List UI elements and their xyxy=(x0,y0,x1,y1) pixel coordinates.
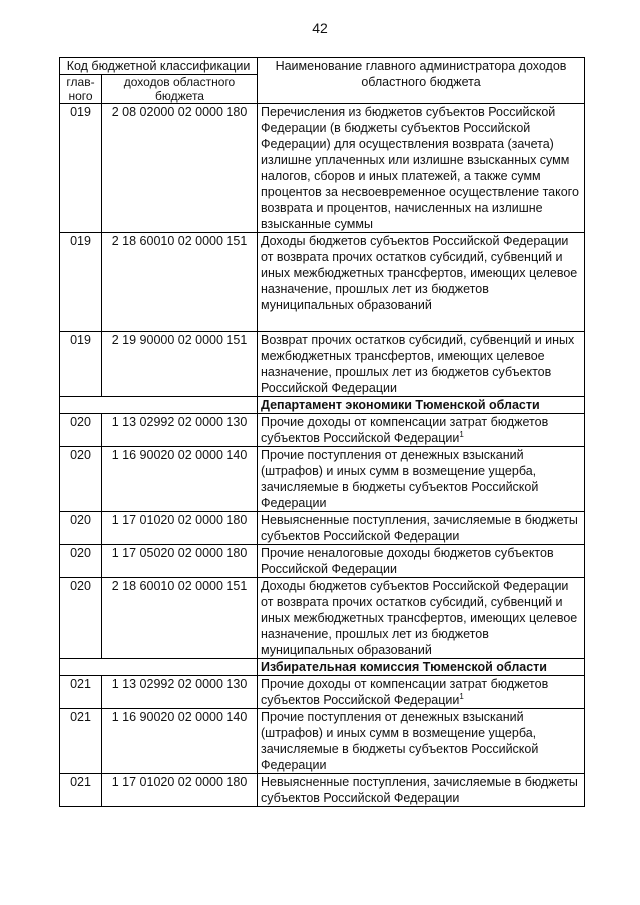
table-row xyxy=(60,332,585,397)
admin-code-cell: 021 xyxy=(60,676,102,709)
revenue-code-cell: 1 17 01020 02 0000 180 xyxy=(102,774,258,807)
table-row xyxy=(60,578,585,659)
table-row xyxy=(60,774,585,807)
revenue-code-cell: 1 16 90020 02 0000 140 xyxy=(102,709,258,774)
section-title: Избирательная комиссия Тюменской области xyxy=(258,659,585,676)
description-text: Прочие поступления от денежных взысканий (штрафов) и иных сумм в возмещение ущерба, зачисляемые в бюджеты субъектов Российской Федерации xyxy=(261,710,539,772)
admin-code-cell: 020 xyxy=(60,512,102,545)
table-row xyxy=(60,104,585,233)
revenue-code-cell: 2 19 90000 02 0000 151 xyxy=(102,332,258,397)
budget-classification-table xyxy=(59,57,585,807)
revenue-code-cell: 1 17 05020 02 0000 180 xyxy=(102,545,258,578)
table-body xyxy=(60,104,585,807)
section-row xyxy=(60,659,585,676)
admin-code-cell: 020 xyxy=(60,545,102,578)
description-cell xyxy=(258,447,585,512)
table-row xyxy=(60,414,585,447)
revenue-code-cell: 1 17 01020 02 0000 180 xyxy=(102,512,258,545)
section-empty-cell xyxy=(60,397,258,414)
description-cell xyxy=(258,709,585,774)
revenue-code-cell: 2 18 60010 02 0000 151 xyxy=(102,578,258,659)
description-text: Невыясненные поступления, зачисляемые в бюджеты субъектов Российской Федерации xyxy=(261,775,578,805)
revenue-code-header: доходов областного бюджета xyxy=(102,75,258,104)
description-cell xyxy=(258,233,585,332)
description-text: Прочие доходы от компенсации затрат бюджетов субъектов Российской Федерации xyxy=(261,677,549,707)
footnote-marker: 1 xyxy=(459,429,464,439)
admin-code-cell: 019 xyxy=(60,332,102,397)
description-cell xyxy=(258,774,585,807)
description-text: Доходы бюджетов субъектов Российской Федерации от возврата прочих остатков субсидий, субвенций и иных межбюджетных трансфертов, имеющих целевое назначение, прошлых лет из бюджетов муниципальных образований xyxy=(261,234,578,312)
administrator-name-header: Наименование главного администратора доходов областного бюджета xyxy=(258,58,585,104)
description-cell xyxy=(258,676,585,709)
admin-code-cell: 021 xyxy=(60,709,102,774)
description-cell xyxy=(258,104,585,233)
table-row xyxy=(60,676,585,709)
admin-code-cell: 019 xyxy=(60,233,102,332)
revenue-code-cell: 2 18 60010 02 0000 151 xyxy=(102,233,258,332)
footnote-marker: 1 xyxy=(459,691,464,701)
admin-code-cell: 020 xyxy=(60,447,102,512)
description-cell xyxy=(258,414,585,447)
description-text: Возврат прочих остатков субсидий, субвенций и иных межбюджетных трансфертов, имеющих целевое назначение, прошлых лет из бюджетов субъектов Российской Федерации xyxy=(261,333,575,395)
admin-code-cell: 020 xyxy=(60,578,102,659)
table-header xyxy=(60,58,585,104)
admin-code-cell: 020 xyxy=(60,414,102,447)
table-row xyxy=(60,512,585,545)
page-number: 42 xyxy=(312,20,328,36)
description-text: Доходы бюджетов субъектов Российской Федерации от возврата прочих остатков субсидий, субвенций и иных межбюджетных трансфертов, имеющих целевое назначение, прошлых лет из бюджетов муниципальных образований xyxy=(261,579,578,657)
table-row xyxy=(60,545,585,578)
admin-code-cell: 019 xyxy=(60,104,102,233)
table-row xyxy=(60,233,585,332)
description-cell xyxy=(258,545,585,578)
description-text: Прочие доходы от компенсации затрат бюджетов субъектов Российской Федерации xyxy=(261,415,549,445)
description-text: Прочие поступления от денежных взысканий (штрафов) и иных сумм в возмещение ущерба, зачисляемые в бюджеты субъектов Российской Федерации xyxy=(261,448,539,510)
description-text: Прочие неналоговые доходы бюджетов субъектов Российской Федерации xyxy=(261,546,554,576)
description-text: Невыясненные поступления, зачисляемые в бюджеты субъектов Российской Федерации xyxy=(261,513,578,543)
description-cell xyxy=(258,332,585,397)
classification-header: Код бюджетной классификации xyxy=(60,58,258,75)
description-cell xyxy=(258,578,585,659)
revenue-code-cell: 1 16 90020 02 0000 140 xyxy=(102,447,258,512)
description-cell xyxy=(258,512,585,545)
section-title: Департамент экономики Тюменской области xyxy=(258,397,585,414)
revenue-code-cell: 2 08 02000 02 0000 180 xyxy=(102,104,258,233)
section-row xyxy=(60,397,585,414)
revenue-code-cell: 1 13 02992 02 0000 130 xyxy=(102,414,258,447)
revenue-code-cell: 1 13 02992 02 0000 130 xyxy=(102,676,258,709)
section-empty-cell xyxy=(60,659,258,676)
description-text: Перечисления из бюджетов субъектов Российской Федерации (в бюджеты субъектов Российской Федерации) для осуществления возврата (зачета) излишне уплаченных или излишне взысканных сумм налогов, сборов и иных платежей, а также сумм процентов за несвоевременное осуществление такого возврата и процентов, начисленных на излишне взысканные суммы xyxy=(261,105,579,231)
admin-code-header: глав-ного xyxy=(60,75,102,104)
table-row xyxy=(60,709,585,774)
table-row xyxy=(60,447,585,512)
admin-code-cell: 021 xyxy=(60,774,102,807)
